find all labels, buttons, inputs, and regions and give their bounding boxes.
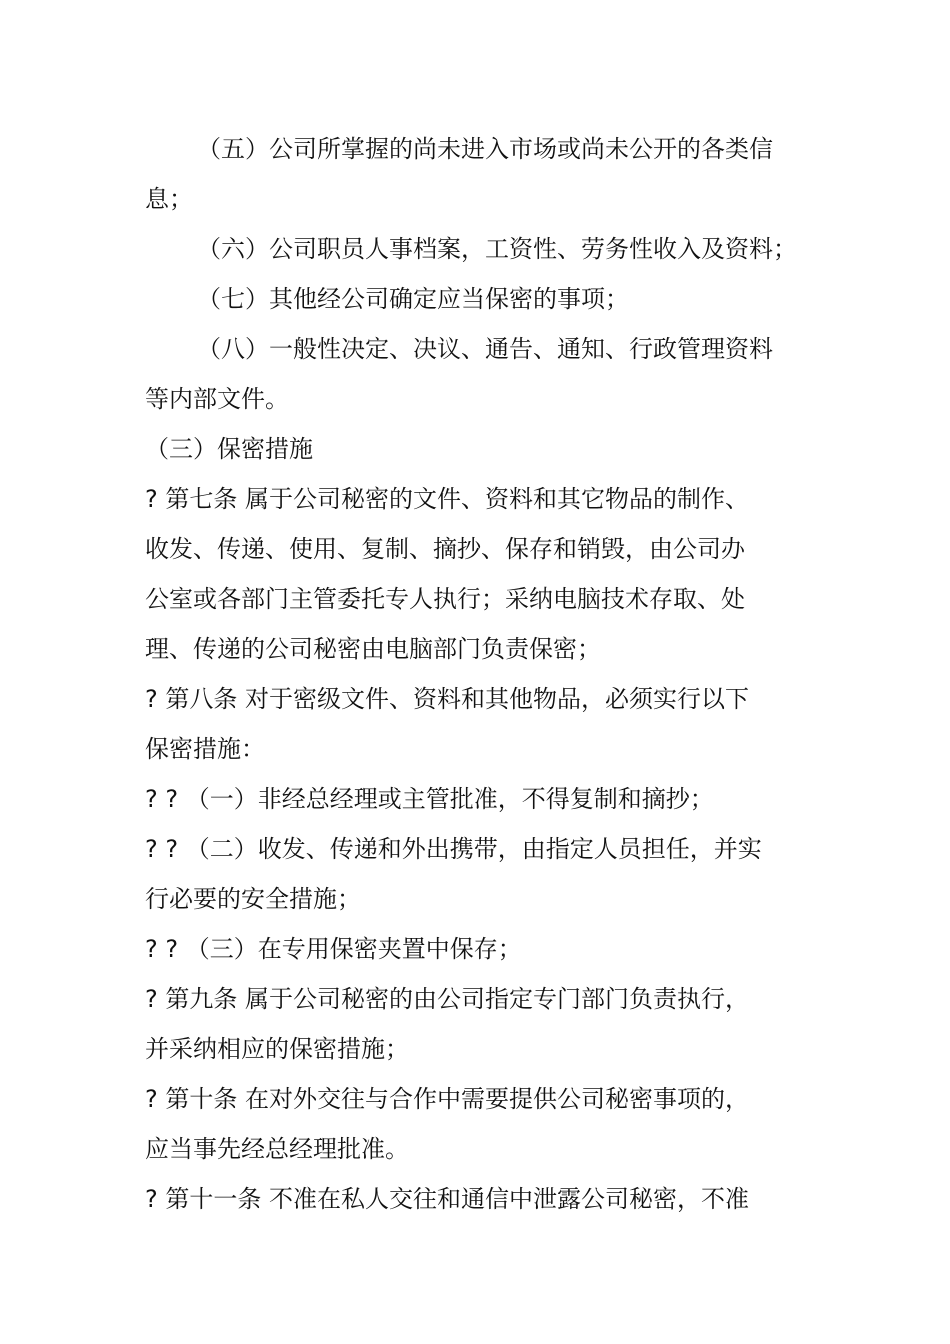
article-7-line: ? 第七条 属于公司秘密的文件、资料和其它物品的制作、 [145,485,749,513]
article-11-line: ? 第十一条 不准在私人交往和通信中泄露公司秘密，不准 [145,1185,749,1213]
document-body [145,124,805,1224]
text-line: （五）公司所掌握的尚未进入市场或尚未公开的各类信 [197,135,773,163]
text-line: （七）其他经公司确定应当保密的事项； [197,285,629,313]
text-line: 公室或各部门主管委托专人执行；采纳电脑技术存取、处 [145,585,745,613]
text-line: 收发、传递、使用、复制、摘抄、保存和销毁，由公司办 [145,535,745,563]
section-heading: （三）保密措施 [145,435,313,463]
article-10-line: ? 第十条 在对外交往与合作中需要提供公司秘密事项的， [145,1085,749,1113]
text-line: ? ? （三）在专用保密夹置中保存； [145,935,522,963]
text-line: 行必要的安全措施； [145,885,361,913]
article-9-line: ? 第九条 属于公司秘密的由公司指定专门部门负责执行， [145,985,749,1013]
text-line: 保密措施： [145,735,265,763]
text-line: ? ? （二）收发、传递和外出携带，由指定人员担任，并实 [145,835,762,863]
text-line: ? ? （一）非经总经理或主管批准，不得复制和摘抄； [145,785,714,813]
text-line: 理、传递的公司秘密由电脑部门负责保密； [145,635,601,663]
text-line: 应当事先经总经理批准。 [145,1135,409,1163]
text-line: （八）一般性决定、决议、通告、通知、行政管理资料 [197,335,773,363]
article-8-line: ? 第八条 对于密级文件、资料和其他物品，必须实行以下 [145,685,749,713]
text-line: （六）公司职员人事档案，工资性、劳务性收入及资料； [197,235,797,263]
text-line: 息； [145,185,193,213]
text-line: 并采纳相应的保密措施； [145,1035,409,1063]
text-line: 等内部文件。 [145,385,289,413]
